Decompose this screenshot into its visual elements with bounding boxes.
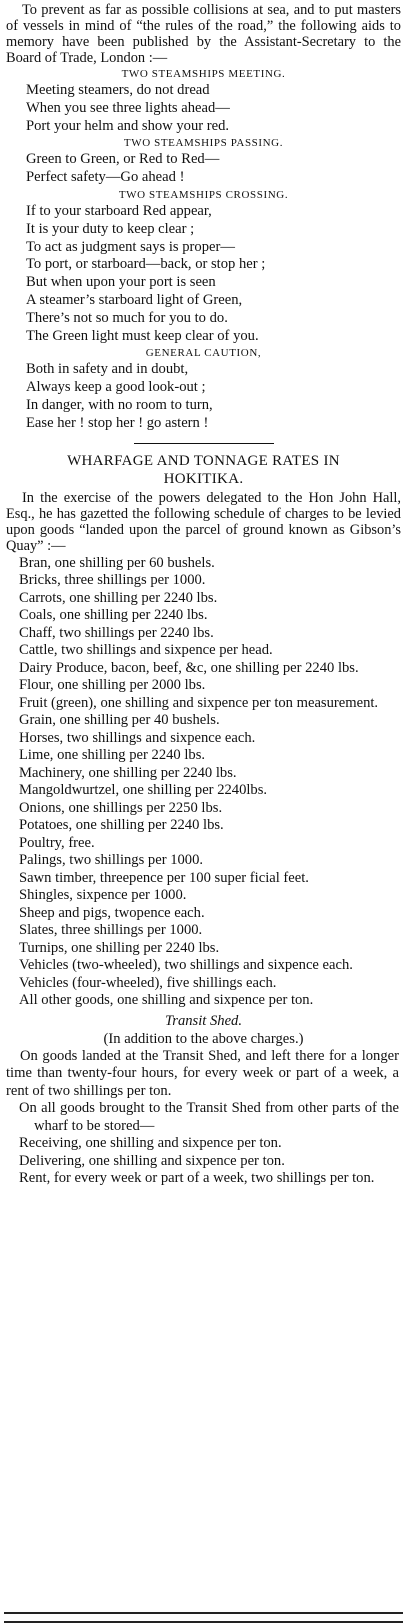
verse-line: It is your duty to keep clear ; [26,220,195,237]
rate-item: Vehicles (four-wheeled), five shillings each. [19,974,277,991]
transit-charge-item: Rent, for every week or part of a week, two shillings per ton. [19,1170,375,1187]
rate-item: Slates, three shillings per 1000. [19,922,203,939]
verse-line: Ease her ! stop her ! go astern ! [26,414,209,431]
transit-shed-title: Transit Shed. [164,1012,243,1029]
transit-shed-note: (In addition to the above charges.) [103,1030,304,1047]
transit-charge-item: Receiving, one shilling and sixpence per ton. [19,1135,282,1152]
verse-line: To port, or starboard—back, or stop her ; [26,256,266,273]
rate-item: Sawn timber, threepence per 100 super ficial feet. [19,869,309,886]
verse-heading: TWO STEAMSHIPS MEETING. [121,68,286,80]
verse-section-passing [0,135,407,187]
article-intro [0,2,407,66]
rates-list [0,555,407,1010]
rate-item: Lime, one shilling per 2240 lbs. [19,747,206,764]
column-bottom-rule [4,1612,403,1623]
transit-shed-paragraph: On all goods brought to the Transit Shed from other parts of the wharf to be stored— [19,1100,399,1134]
rate-item: Potatoes, one shilling per 2240 lbs. [19,817,224,834]
rate-item: Coals, one shilling per 2240 lbs. [19,607,208,624]
rate-item: Turnips, one shilling per 2240 lbs. [19,939,220,956]
verse-heading: TWO STEAMSHIPS PASSING. [123,137,284,150]
rate-item: Grain, one shilling per 40 bushels. [19,712,220,729]
verse-heading: GENERAL CAUTION, [145,347,262,360]
verse-line: Always keep a good look-out ; [26,379,206,396]
verse-section-caution [0,345,407,432]
article-intro-text: To prevent as far as possible collisions at sea, and to put masters of vessels in mind of “the rules of the road,” the following aids to memory have been published by the Assistant-Secretary to the Board of Trade, London :— [6,2,401,66]
verse-heading: TWO STEAMSHIPS CROSSING. [118,188,289,201]
verse-line: The Green light must keep clear of you. [26,327,259,344]
rate-item: Flour, one shilling per 2000 lbs. [19,677,206,694]
rate-item: Fruit (green), one shilling and sixpence per ton measurement. [19,694,379,711]
verse-line: If to your starboard Red appear, [26,202,212,219]
rate-item: Vehicles (two-wheeled), two shillings and sixpence each. [19,957,353,974]
transit-shed-section [0,1012,407,1188]
verse-section-crossing [0,187,407,345]
rate-item: Mangoldwurtzel, one shilling per 2240lbs. [19,782,268,799]
rate-item: Bran, one shilling per 60 bushels. [19,554,215,571]
rate-item: Onions, one shillings per 2250 lbs. [19,799,223,816]
rate-item: Poultry, free. [19,834,95,851]
rate-item: Chaff, two shillings per 2240 lbs. [19,624,214,641]
verse-line: To act as judgment says is proper— [26,238,235,255]
rate-item: Shingles, sixpence per 1000. [19,887,187,904]
wharfage-article [0,452,407,1188]
article-heading: WHARFAGE AND TONNAGE RATES IN HOKITIKA. [67,452,340,487]
verse-line: Green to Green, or Red to Red— [26,151,220,168]
rate-item: Bricks, three shillings per 1000. [19,572,206,589]
verse-line: When you see three lights ahead— [26,99,230,116]
rate-item: Palings, two shillings per 1000. [19,852,204,869]
verse-line: There’s not so much for you to do. [26,309,228,326]
verse-line: Meeting steamers, do not dread [26,82,210,98]
rate-item: Carrots, one shilling per 2240 lbs. [19,589,218,606]
rate-item: All other goods, one shilling and sixpence per ton. [19,992,314,1009]
transit-shed-paragraph: On goods landed at the Transit Shed, and left there for a longer time than twenty-four hours, for every week or part of a week, a rent of two shillings per ton. [6,1047,399,1099]
rules-of-the-road-article [0,0,407,433]
rate-item: Cattle, two shillings and sixpence per head. [19,642,273,659]
verse-line: Both in safety and in doubt, [26,361,189,378]
verse-line: Perfect safety—Go ahead ! [26,169,185,186]
article-intro: In the exercise of the powers delegated to the Hon John Hall, Esq., he has gazetted the following schedule of charges to be levied upon goods “landed upon the parcel of ground known as Gibson’s Quay” :— [6,489,401,554]
rate-item: Machinery, one shilling per 2240 lbs. [19,764,237,781]
verse-line: But when upon your port is seen [26,274,216,291]
rate-item: Horses, two shillings and sixpence each. [19,729,256,746]
rate-item: Sheep and pigs, twopence each. [19,904,205,921]
verse-line: Port your helm and show your red. [26,117,230,134]
rate-item: Dairy Produce, bacon, beef, &c, one shilling per 2240 lbs. [19,659,359,676]
transit-charge-item: Delivering, one shilling and sixpence per ton. [19,1152,285,1169]
verse-line: In danger, with no room to turn, [26,396,213,413]
article-divider [134,443,274,444]
verse-section-meeting [0,66,407,135]
verse-line: A steamer’s starboard light of Green, [26,291,243,308]
